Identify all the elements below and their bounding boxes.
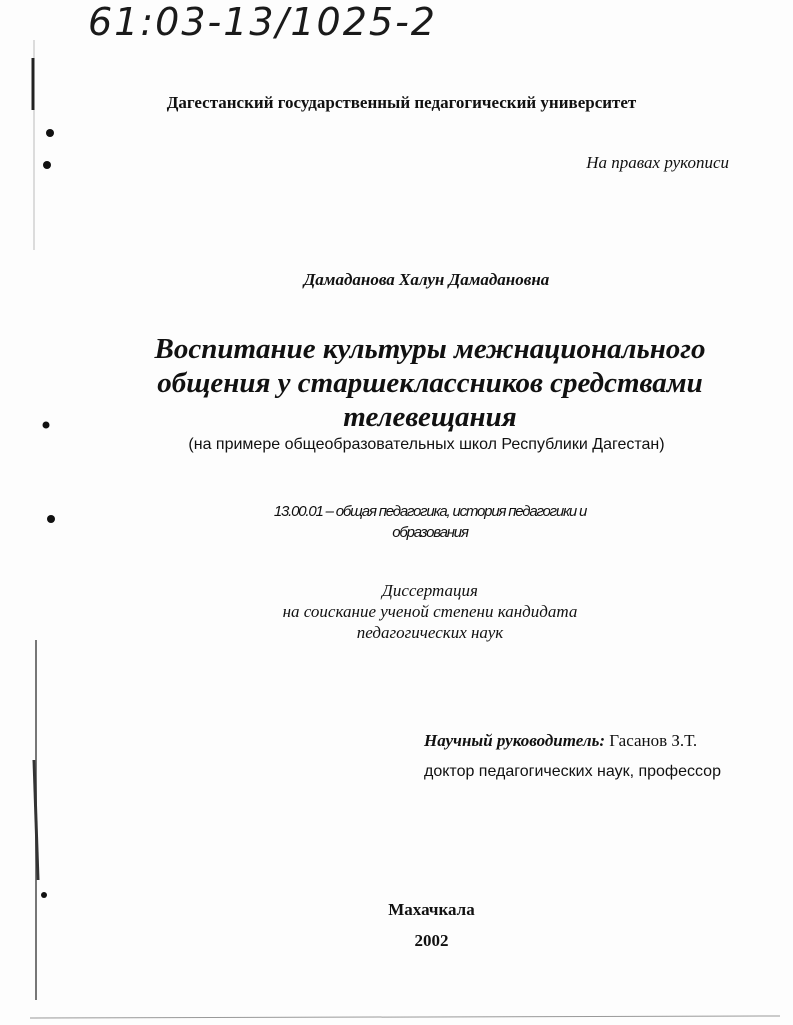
rights-note: На правах рукописи	[586, 153, 729, 172]
supervisor-name: Гасанов З.Т.	[609, 731, 698, 750]
binding-hole-dot	[43, 422, 50, 429]
supervisor	[424, 731, 697, 751]
binding-hole-dot	[41, 892, 47, 898]
left-edge-mark	[34, 760, 38, 880]
supervisor-label: Научный руководитель:	[424, 731, 606, 750]
university-name: Дагестанский государственный педагогический университет	[166, 93, 637, 112]
archive-code: 61:03-13/1025-2	[88, 0, 437, 44]
degree-line: на соискание ученой степени кандидата	[282, 602, 578, 621]
title-line: общения у старшеклассников средствами	[157, 367, 703, 399]
binding-hole-dot	[47, 515, 55, 523]
degree-line: педагогических наук	[356, 623, 504, 642]
dissertation-subtitle: (на примере общеобразовательных школ Республики Дагестан)	[188, 436, 665, 453]
supervisor-degree: доктор педагогических наук, профессор	[424, 763, 721, 780]
specialty-line: 13.00.01 – общая педагогика, история педагогики и	[273, 503, 587, 520]
binding-hole-dot	[43, 161, 51, 169]
specialty-line: образования	[392, 524, 468, 541]
year: 2002	[414, 931, 449, 950]
degree-statement	[230, 580, 630, 643]
dissertation-title	[100, 332, 760, 434]
binding-hole-dot	[46, 129, 54, 137]
bottom-edge-line	[30, 1016, 780, 1018]
specialty-code	[250, 501, 610, 543]
author-name: Дамаданова Халун Дамадановна	[303, 270, 550, 289]
degree-line: Диссертация	[382, 581, 478, 600]
title-line: телевещания	[343, 401, 517, 433]
title-line: Воспитание культуры межнационального	[154, 333, 706, 365]
city: Махачкала	[388, 900, 475, 919]
